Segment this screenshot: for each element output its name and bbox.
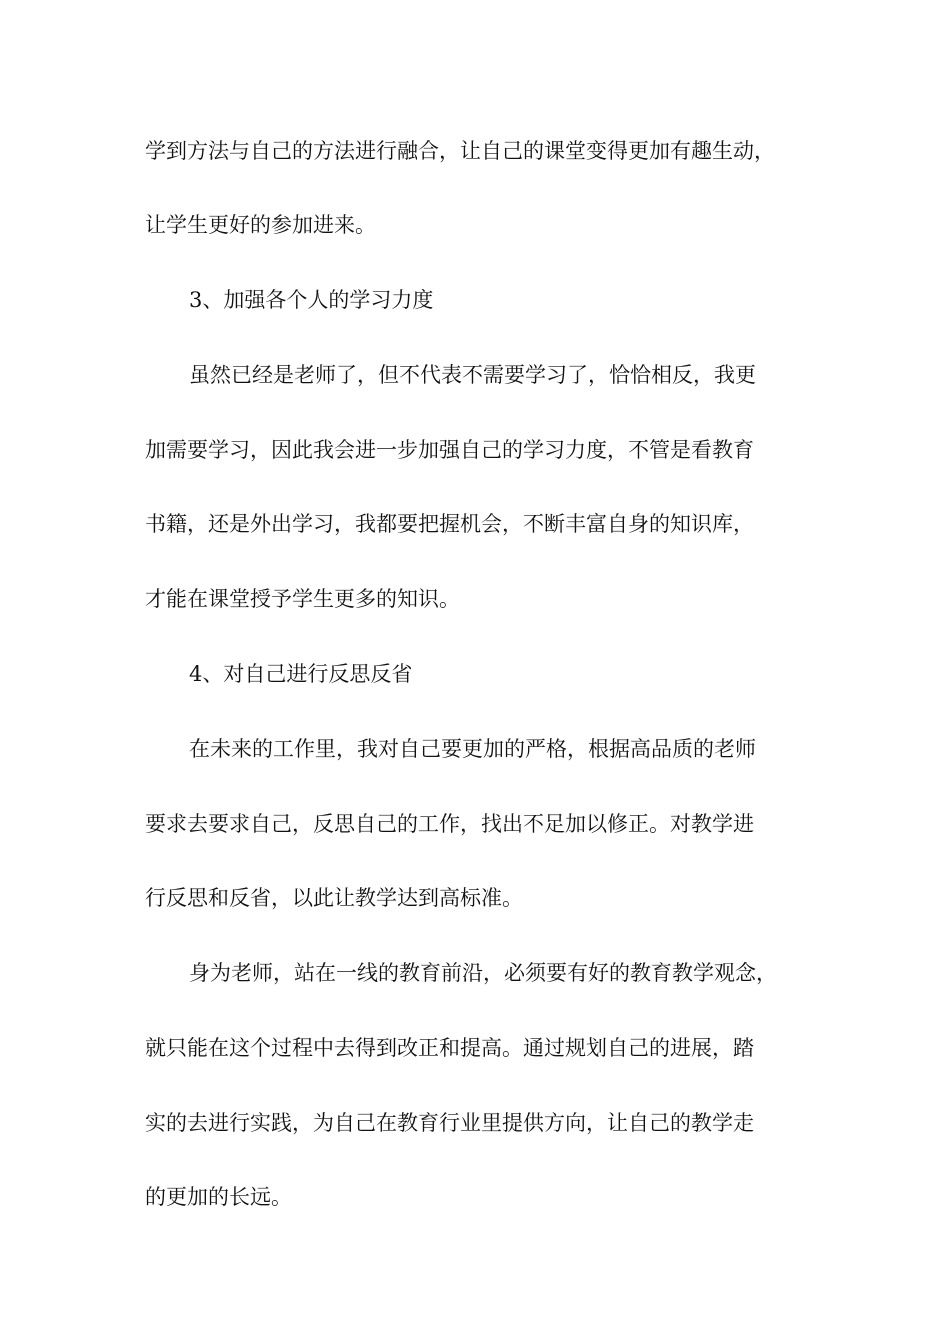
text-line: 学到方法与自己的方法进行融合，让自己的课堂变得更加有趣生动， [145, 139, 775, 163]
text-line: 书籍，还是外出学习，我都要把握机会，不断丰富自身的知识库， [145, 512, 754, 536]
text-line: 在未来的工作里，我对自己要更加的严格，根据高品质的老师 [189, 737, 756, 761]
text-line: 的更加的长远。 [145, 1185, 292, 1209]
text-line: 行反思和反省，以此让教学达到高标准。 [145, 886, 523, 910]
text-line: 要求去要求自己，反思自己的工作，找出不足加以修正。对教学进 [145, 812, 754, 836]
text-line: 加需要学习，因此我会进一步加强自己的学习力度，不管是看教育 [145, 438, 754, 462]
text-line: 就只能在这个过程中去得到改正和提高。通过规划自己的进展，踏 [145, 1036, 754, 1060]
text-line: 才能在课堂授予学生更多的知识。 [145, 587, 460, 611]
text-line: 身为老师，站在一线的教育前沿，必须要有好的教育教学观念， [189, 961, 777, 985]
text-line: 让学生更好的参加进来。 [145, 213, 376, 237]
text-line: 虽然已经是老师了，但不代表不需要学习了，恰恰相反，我更 [189, 363, 756, 387]
section-heading: 3、加强各个人的学习力度 [189, 288, 434, 312]
section-heading: 4、对自己进行反思反省 [189, 662, 413, 686]
text-line: 实的去进行实践，为自己在教育行业里提供方向，让自己的教学走 [145, 1111, 754, 1135]
